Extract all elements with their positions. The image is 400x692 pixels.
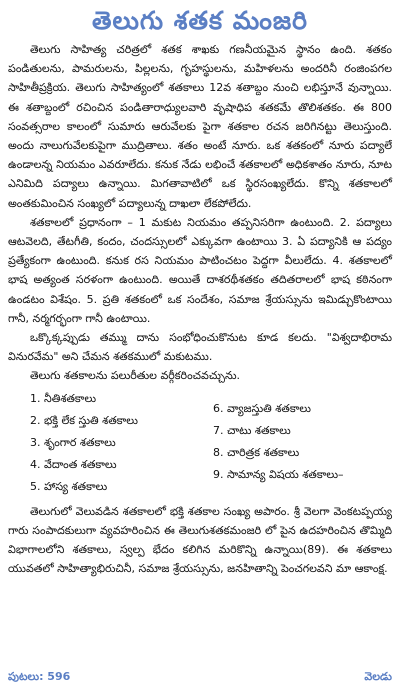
page-count: పుటలు: 596 [8,670,71,683]
footer [8,670,392,686]
page-title: తెలుగు శతక మంజరి [92,6,308,35]
classification-list-left [8,388,209,498]
list-item: 1. నీతిశతకాలు [30,391,97,405]
list-item: 4. వేదాంత శతకాలు [30,457,117,471]
list-item: 7. చాటు శతకాలు [213,423,291,437]
price-label: వెలడు [364,670,392,683]
classification-list [8,388,392,498]
list-item: 9. సామాన్య విషయ శతకాలు– [213,467,344,481]
makutam-paragraph: ఒక్కొక్కప్పుడు తమ్ము దాను సంభోధించుకొనుట కూడ కలదు. "విశ్వదాభిరామ వినురవేమ" అని చేమన శతకములో మకుటము. [8,331,392,364]
closing-paragraph: తెలుగులో వెలువడిన శతకాలలో భక్తి శతకాల సంఖ్య అపారం. శ్రీ వెలగా వెంకటప్పయ్య గారు సంపాదకులుగా వ్యవహరించిన ఈ తెలుగుశతకమంజరి లో పైన ఉదహరించిన తొమ్మిది విభాగాలలోని శతకాలు, స్వల్ప భేదం కలిగిన మరికొన్ని ఉన్నాయి(89). ఈ శతకాలు యువతలో సాహిత్యాభిరుచినీ, సమాజ శ్రేయస్సును, జనహితాన్ని పెంచగలవని మా ఆకాంక్ష. [8,504,392,576]
features-paragraph: శతకాలలో ప్రధానంగా – 1 మకుట నియమం తప్పనిసరిగా ఉంటుంది. 2. పద్యాలు ఆటవెలది, తేటగీతి, కందం, చందస్సులలో ఎక్కువగా ఉంటాయి 3. ఏ పద్యానికి ఆ పద్యం ప్రత్యేకంగా ఉంటుంది. కనుక రస నియమం పాటించటం పెద్దగా వీలులేదు. 4. శతకాలలో భాష అత్యంత సరళంగా ఉంటుంది. అయితే దాశరథీశతకం తదితరాలలో భాష కఠినంగా ఉండటం విశేషం. 5. ప్రతి శతకంలో ఒక సందేశం, సమాజ శ్రేయస్సును ఇమిడ్చుకొంటాయి గానీ, నర్మగర్భంగా గానీ ఉంటాయి. [8,215,392,325]
list-item: 8. చారిత్రక శతకాలు [213,445,300,459]
list-item: 2. భక్తి లేక స్తుతి శతకాలు [30,413,138,427]
list-item: 6. వ్యాజస్తుతి శతకాలు [213,401,311,415]
classification-list-right [209,388,392,498]
list-item: 5. హాస్య శతకాలు [30,479,108,493]
classification-intro: తెలుగు శతకాలను పలురీతుల వర్గీకరించవచ్చును. [30,369,240,383]
list-item: 3. శృంగార శతకాలు [30,435,116,449]
intro-paragraph: తెలుగు సాహిత్య చరిత్రలో శతక శాఖకు గణనీయమైన స్థానం ఉంది. శతకం పండితులను, పామరులను, పిల్లలను, గృహస్థులను, మహిళలను అందరినీ రంజింపగల సాహితీప్రక్రియ. తెలుగు సాహిత్యంలో శతకాలు 12వ శతాబ్దం నుంచి లభిస్తూనే వున్నాయి. ఈ శతాబ్దంలో రచించిన పండితారాధ్యులవారి వృషాధిప శతకమే తొలిశతకం. ఈ 800 సంవత్సరాల కాలంలో సుమారు ఆరువేలకు పైగా శతకాల రచన జరిగినట్టు తెలుస్తుంది. అందు నాలుగువేలకుపైగా ముద్రితాలు. శతం అంటే నూరు. ఒక శతకంలో నూరు పద్యాలే ఉండాలన్న నియమం ఎవరూలేదు. కనుక నేడు లభించే శతకాలలో అధికశాతం నూరు, నూట ఎనిమిది పద్యాలు ఉన్నాయి. మిగతావాటిలో ఒక స్థిరసంఖ్యలేదు. కొన్ని శతకాలలో అంతకుమించిన సంఖ్యలో పద్యాలున్న దాఖలా లేకపోలేదు. [8,43,392,210]
